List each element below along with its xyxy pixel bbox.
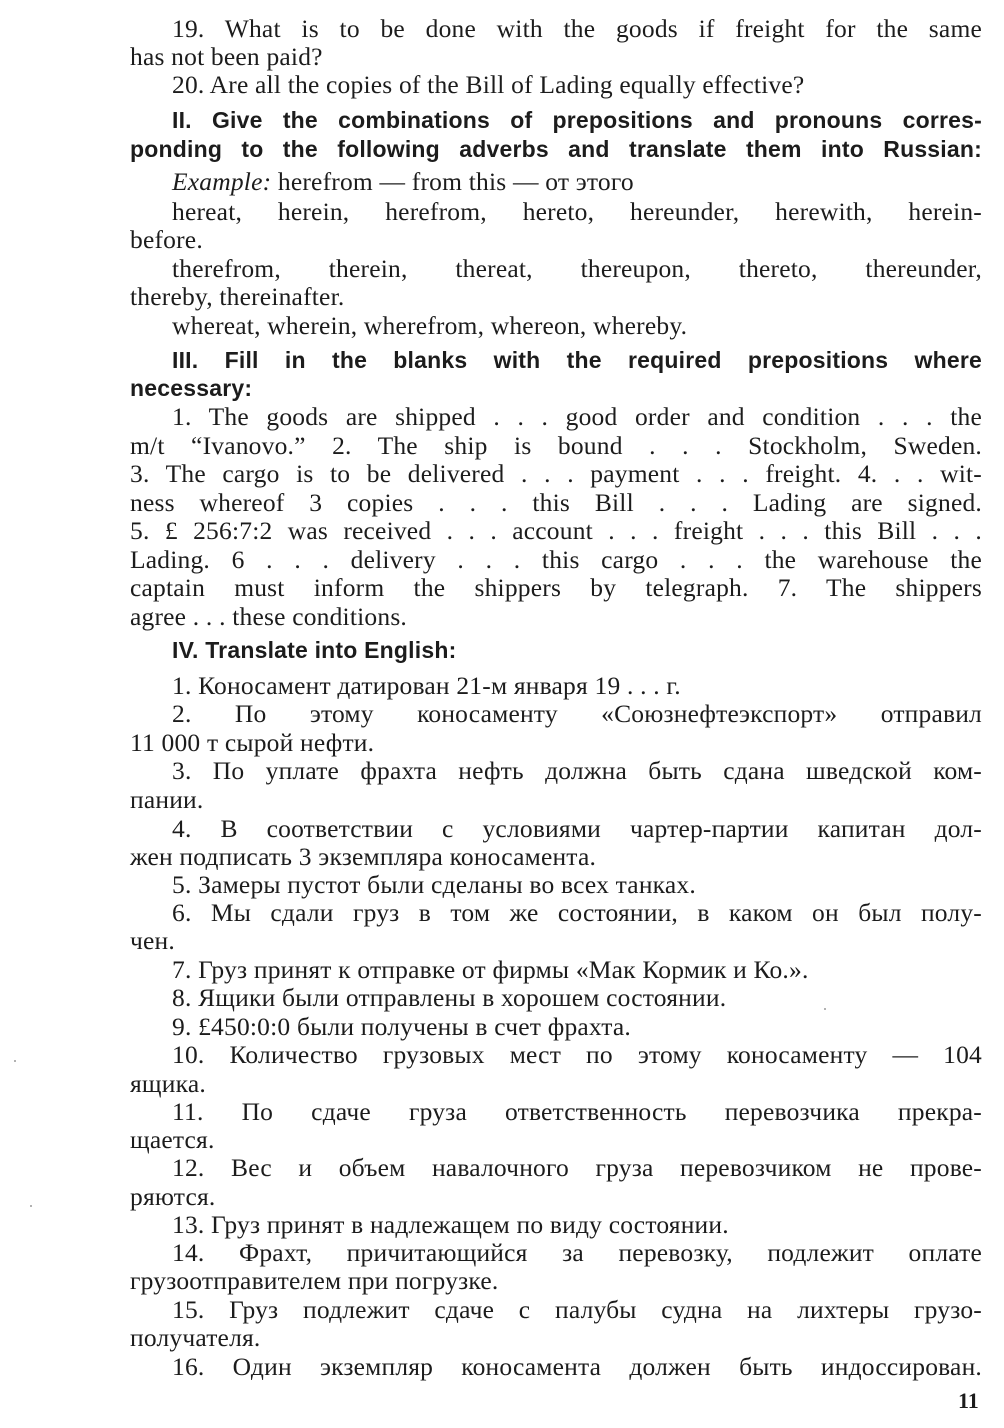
sentence-11-line-1: 11. По сдаче груза ответственность перевозчика прекра- bbox=[172, 1097, 982, 1126]
question-20: 20. Are all the copies of the Bill of Lading equally effective? bbox=[172, 70, 805, 99]
blanks-line-3: 3. The cargo is to be delivered . . . payment . . . freight. 4. . . wit- bbox=[130, 459, 982, 488]
sentence-2-line-1: 2. По этому коносаменту «Союзнефтеэкспорт» отправил bbox=[172, 699, 982, 728]
blanks-line-2: m/t “Ivanovo.” 2. The ship is bound . . . Stockholm, Sweden. bbox=[130, 431, 982, 460]
sentence-11-line-2: щается. bbox=[130, 1125, 215, 1154]
exercise-2-heading-line-2: ponding to the following adverbs and translate them into Russian: bbox=[130, 136, 982, 162]
exercise-2-example bbox=[172, 167, 982, 197]
sentence-4-line-2: жен подписать 3 экземпляра коносамента. bbox=[130, 842, 597, 871]
sentence-15-line-1: 15. Груз подлежит сдаче с палубы судна на лихтеры грузо- bbox=[172, 1295, 982, 1324]
exercise-4-heading: IV. Translate into English: bbox=[172, 637, 457, 663]
adverbs-where: whereat, wherein, wherefrom, whereon, whereby. bbox=[172, 311, 688, 340]
sentence-1: 1. Коносамент датирован 21-м января 19 . . . г. bbox=[172, 671, 681, 700]
sentence-8: 8. Ящики были отправлены в хорошем состоянии. bbox=[172, 983, 727, 1012]
sentence-14-line-1: 14. Фрахт, причитающийся за перевозку, подлежит оплате bbox=[172, 1238, 982, 1267]
question-19-line-1: 19. What is to be done with the goods if freight for the same bbox=[172, 14, 982, 43]
sentence-12-line-2: ряются. bbox=[130, 1182, 216, 1211]
question-19-line-2: has not been paid? bbox=[130, 42, 323, 71]
exercise-2-heading-line-1: II. Give the combinations of prepositions and pronouns corres- bbox=[172, 107, 982, 133]
sentence-6-line-2: чен. bbox=[130, 926, 175, 955]
sentence-3-line-2: пании. bbox=[130, 785, 204, 814]
sentence-9: 9. £450:0:0 были получены в счет фрахта. bbox=[172, 1012, 631, 1041]
sentence-5: 5. Замеры пустот были сделаны во всех танках. bbox=[172, 870, 696, 899]
blanks-line-4: ness whereof 3 copies . . . this Bill . . . Lading are signed. bbox=[130, 488, 982, 517]
adverbs-here-line-2: before. bbox=[130, 225, 203, 254]
blanks-line-6: Lading. 6 . . . delivery . . . this cargo . . . the warehouse the bbox=[130, 545, 982, 574]
scan-speck bbox=[14, 1060, 16, 1062]
sentence-13: 13. Груз принят в надлежащем по виду состоянии. bbox=[172, 1210, 729, 1239]
blanks-line-1: 1. The goods are shipped . . . good order and condition . . . the bbox=[172, 402, 982, 431]
sentence-2-line-2: 11 000 т сырой нефти. bbox=[130, 728, 375, 757]
example-text: herefrom — from this — от этого bbox=[277, 167, 634, 196]
sentence-10-line-2: ящика. bbox=[130, 1069, 206, 1098]
blanks-line-8: agree . . . these conditions. bbox=[130, 602, 408, 631]
sentence-3-line-1: 3. По уплате фрахта нефть должна быть сдана шведской ком- bbox=[172, 756, 982, 785]
sentence-6-line-1: 6. Мы сдали груз в том же состоянии, в каком он был полу- bbox=[172, 898, 982, 927]
blanks-line-7: captain must inform the shippers by telegraph. 7. The shippers bbox=[130, 573, 982, 602]
adverbs-there-line-2: thereby, thereinafter. bbox=[130, 282, 345, 311]
sentence-16: 16. Один экземпляр коносамента должен быть индоссирован. bbox=[172, 1352, 982, 1381]
exercise-3-heading-line-1: III. Fill in the blanks with the required prepositions where bbox=[172, 347, 982, 373]
blanks-line-5: 5. £ 256:7:2 was received . . . account . . . freight . . . this Bill . . . bbox=[130, 516, 982, 545]
sentence-4-line-1: 4. В соответствии с условиями чартер-партии капитан дол- bbox=[172, 814, 982, 843]
sentence-14-line-2: грузоотправителем при погрузке. bbox=[130, 1266, 499, 1295]
example-label: Example: bbox=[172, 167, 272, 196]
scan-speck bbox=[824, 1008, 826, 1010]
adverbs-here-line-1: hereat, herein, herefrom, hereto, hereunder, herewith, herein- bbox=[172, 197, 982, 226]
sentence-12-line-1: 12. Вес и объем навалочного груза перевозчиком не прове- bbox=[172, 1153, 982, 1182]
sentence-7: 7. Груз принят к отправке от фирмы «Мак Кормик и Ко.». bbox=[172, 955, 809, 984]
adverbs-there-line-1: therefrom, therein, thereat, thereupon, thereto, thereunder, bbox=[172, 254, 982, 283]
scan-speck bbox=[30, 1205, 32, 1207]
page-number: 11 bbox=[958, 1388, 979, 1413]
exercise-3-heading-line-2: necessary: bbox=[130, 375, 253, 401]
sentence-10-line-1: 10. Количество грузовых мест по этому коносаменту — 104 bbox=[172, 1040, 982, 1069]
sentence-15-line-2: получателя. bbox=[130, 1323, 261, 1352]
